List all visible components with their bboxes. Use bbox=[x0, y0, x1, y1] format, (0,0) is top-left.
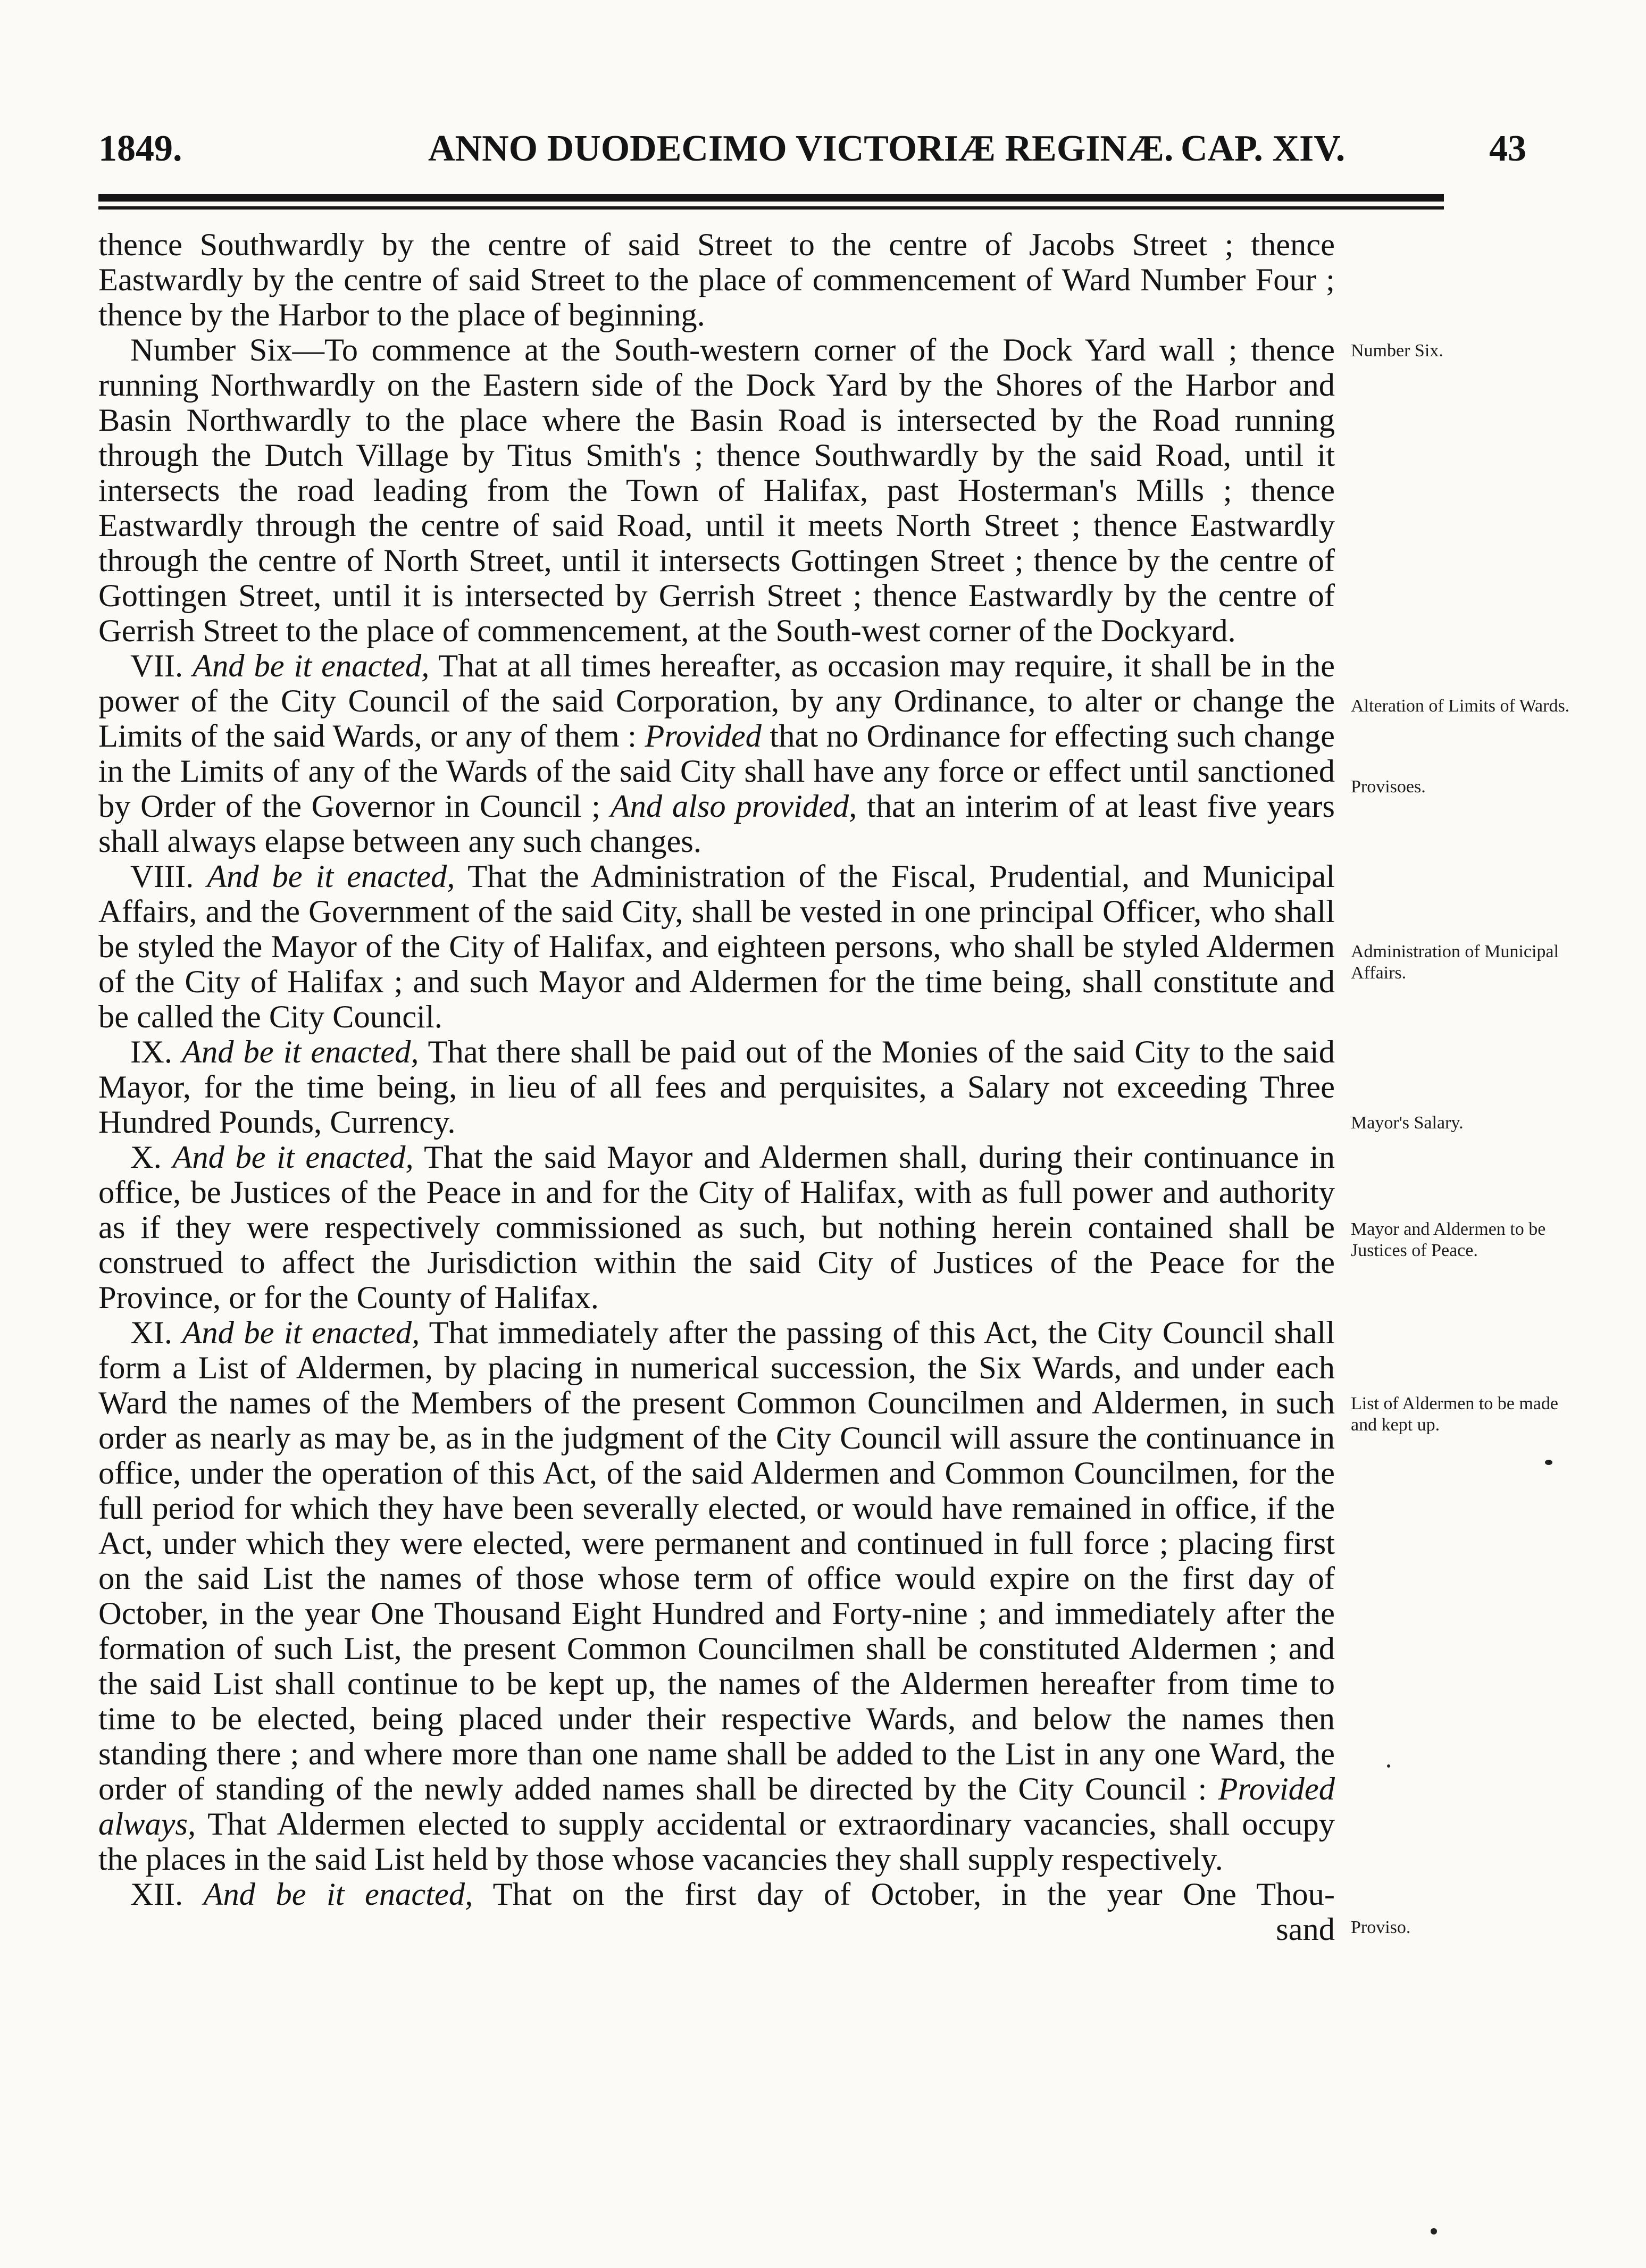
section-x: X. And be it enacted, That the said Mayor and Aldermen shall, during their continuance in office, be Justices of the Peace in and for the City of Halifax, with as full power and authority as if they were respectively commissioned as such, but nothing herein contained shall be construed to affect the Jurisdiction within the said City of Justices of the Peace for the Province, or for the County of Halifax. bbox=[98, 1140, 1335, 1316]
margin-note-alteration: Alteration of Limits of Wards. bbox=[1351, 696, 1570, 716]
margin-note-number-six: Number Six. bbox=[1351, 341, 1443, 361]
enacting-clause: And be it enacted, bbox=[182, 1315, 420, 1351]
ink-speck bbox=[1545, 1460, 1552, 1465]
paragraph-ward-continuation: thence Southwardly by the centre of said Street to the centre of Jacobs Street ; thence Eastwardly by the centre of said Street to the place of commencement of Ward Number Four ; thence by the Harbor to the place of beginning. bbox=[98, 227, 1335, 333]
header-chapter: CAP. XIV. bbox=[1181, 128, 1346, 169]
enacting-clause: And be it enacted, bbox=[193, 648, 430, 684]
header-rule-thin bbox=[98, 206, 1444, 210]
margin-note-provisoes: Provisoes. bbox=[1351, 777, 1426, 797]
margin-note-proviso: Proviso. bbox=[1351, 1918, 1411, 1937]
enacting-clause: And be it enacted, bbox=[203, 1877, 473, 1912]
section-number: VII. bbox=[130, 648, 183, 684]
header-rule-thick bbox=[98, 194, 1444, 202]
section-number: VIII. bbox=[130, 859, 194, 894]
section-xii: XII. And be it enacted, That on the first day of October, in the year One Thou- bbox=[130, 1877, 1335, 1912]
body-text bbox=[98, 228, 1335, 1947]
section-ix: IX. And be it enacted, That there shall be paid out of the Monies of the said City to the said Mayor, for the time being, in lieu of all fees and perquisites, a Salary not exceeding Three Hundred Pounds, Currency. bbox=[98, 1034, 1335, 1140]
header-year: 1849. bbox=[98, 128, 182, 169]
proviso-phrase: Provided always, bbox=[98, 1771, 1335, 1842]
section-viii: VIII. And be it enacted, That the Administration of the Fiscal, Prudential, and Municipal Affairs, and the Government of the said City, shall be vested in one principal Officer, who shall be styled the Mayor of the City of Halifax, and eighteen persons, who shall be styled Aldermen of the City of Halifax ; and such Mayor and Aldermen for the time being, shall constitute and be called the City Council. bbox=[98, 859, 1335, 1035]
ink-speck bbox=[1431, 2228, 1437, 2234]
page-number: 43 bbox=[1489, 128, 1526, 169]
catchword: sand bbox=[1276, 1912, 1335, 1947]
section-number: X. bbox=[130, 1140, 162, 1175]
ink-speck bbox=[1387, 1764, 1390, 1768]
enacting-clause: And be it enacted, bbox=[182, 1034, 419, 1070]
margin-note-list-of-aldermen: List of Aldermen to be made and kept up. bbox=[1351, 1394, 1558, 1435]
section-number: IX. bbox=[130, 1034, 172, 1070]
running-header bbox=[98, 128, 1524, 175]
margin-note-administration: Administration of Municipal Affairs. bbox=[1351, 942, 1559, 983]
proviso-phrase: Provided bbox=[645, 718, 762, 754]
enacting-clause: And be it enacted, bbox=[207, 859, 455, 894]
margin-note-justices: Mayor and Aldermen to be Justices of Peace. bbox=[1351, 1219, 1546, 1260]
proviso-phrase: And also provided, bbox=[610, 789, 857, 824]
section-number: XII. bbox=[130, 1877, 183, 1912]
section-number: XI. bbox=[130, 1315, 172, 1351]
margin-note-mayors-salary: Mayor's Salary. bbox=[1351, 1113, 1464, 1133]
section-vii: VII. And be it enacted, That at all times hereafter, as occasion may require, it shall be in the power of the City Council of the said Corporation, by any Ordinance, to alter or change the Limits of the said Wards, or any of them : Provided that no Ordinance for effecting such change in the Limits of any of the Wards of the said City shall have any force or effect until sanctioned by Order of the Governor in Council ; And also provided, that an interim of at least five years shall always elapse between any such changes. bbox=[98, 648, 1335, 859]
header-title: ANNO DUODECIMO VICTORIÆ REGINÆ. bbox=[428, 128, 1174, 169]
paragraph-number-six: Number Six—To commence at the South-western corner of the Dock Yard wall ; thence running Northwardly on the Eastern side of the Dock Yard by the Shores of the Harbor and Basin Northwardly to the place where the Basin Road is intersected by the Road running through the Dutch Village by Titus Smith's ; thence Southwardly by the said Road, until it intersects the road leading from the Town of Halifax, past Hosterman's Mills ; thence Eastwardly through the centre of said Road, until it meets North Street ; thence Eastwardly through the centre of North Street, until it intersects Gottingen Street ; thence by the centre of Gottingen Street, until it is intersected by Gerrish Street ; thence Eastwardly by the centre of Gerrish Street to the place of commencement, at the South-west corner of the Dockyard. bbox=[98, 332, 1335, 649]
enacting-clause: And be it enacted, bbox=[172, 1140, 414, 1175]
section-xi: XI. And be it enacted, That immediately after the passing of this Act, the City Council shall form a List of Aldermen, by placing in numerical succession, the Six Wards, and under each Ward the names of the Members of the present Common Councilmen and Aldermen, in such order as nearly as may be, as in the judgment of the City Council will assure the continuance in office, under the operation of this Act, of the said Aldermen and Common Councilmen, for the full period for which they have been severally elected, or would have remained in office, if the Act, under which they were elected, were permanent and continued in full force ; placing first on the said List the names of those whose term of office would expire on the first day of October, in the year One Thousand Eight Hundred and Forty-nine ; and immediately after the formation of such List, the present Common Councilmen shall be constituted Aldermen ; and the said List shall continue to be kept up, the names of the Aldermen hereafter from time to time to be elected, being placed under their respective Wards, and below the names then standing there ; and where more than one name shall be added to the List in any one Ward, the order of standing of the newly added names shall be directed by the City Council : Provided always, That Aldermen elected to supply accidental or extraordinary vacancies, shall occupy the places in the said List held by those whose vacancies they shall supply respectively. bbox=[98, 1315, 1335, 1877]
